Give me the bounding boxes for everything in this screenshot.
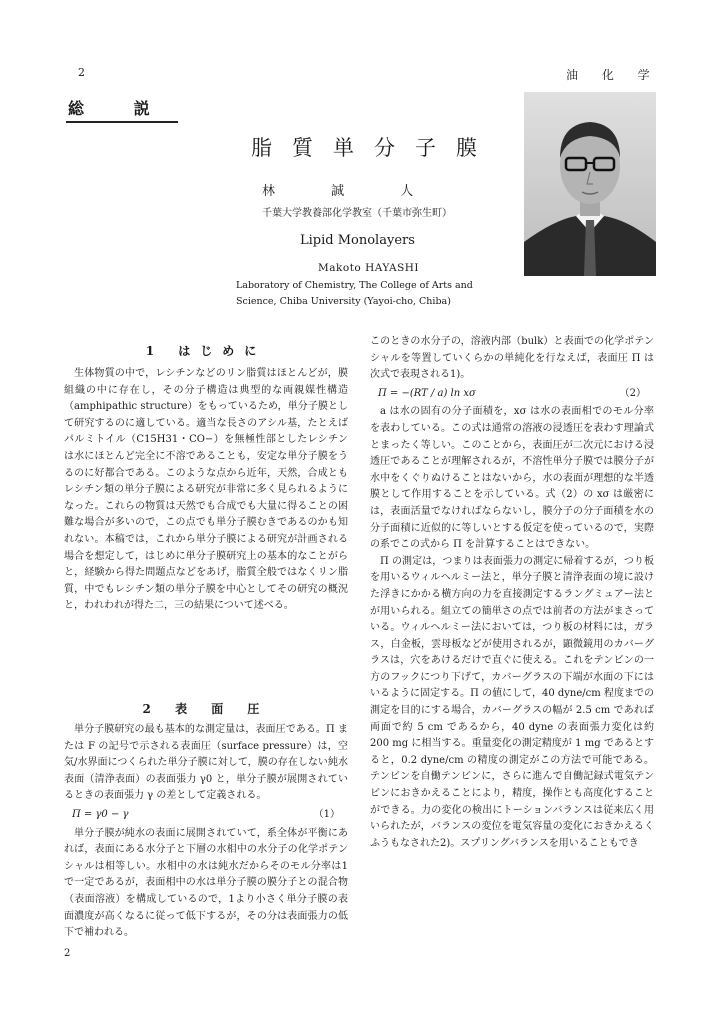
journal-title: 油 化 学	[566, 68, 660, 82]
article-title-ja: 脂質単分子膜	[251, 136, 497, 160]
left-column-bottom	[64, 722, 348, 942]
section-1-heading: 1 はじめに	[145, 344, 267, 358]
page-number-top: 2	[78, 66, 85, 79]
right-paragraph-1: このときの水分子の，溶液内部（bulk）と表面での化学ポテンシャルを等置していくらかの単純化を行なえば，表面圧 Π は次式で表現される1)。	[370, 336, 654, 381]
section-2-heading: 2 表 面 圧	[142, 702, 270, 716]
author-name-ja: 林 誠 人	[262, 184, 440, 199]
affiliation-en-line2: Science, Chiba University (Yayoi-cho, Chiba)	[236, 296, 451, 307]
section-1-paragraph: 生体物質の中で，レシチンなどのリン脂質はほとんどが，膜組織の中に存在し，その分子構造は典型的な両親媒性構造（amphipathic structure）をもっているため，単分子膜として研究するのに適している。適当な長さのアシル基，たとえばパルミトイル（C15H31・CO−）を無極性部としたレシチンは水にほとんど完全に不溶であることも，安定な単分子膜をうるのに好都合である。このような点から近年，天然，合成ともレシチン類の単分子膜による研究が非常に多く見られるようになった。これらの物質は天然でも合成でも大量に得ることの困難な場合が多いので，この点でも単分子膜むきであるのかも知れない。本稿では，これから単分子膜による研究が計画される場合を想定して，はじめに単分子膜研究上の基本的なことがらと，経験から得た問題点などをあげ，脂質全般ではなくリン脂質，中でもレシチン類の単分子膜を中心としてその研究の概況と，われわれが得た二，三の結果について述べる。	[64, 368, 348, 612]
equation-1-number: （1）	[313, 808, 340, 820]
equation-2	[370, 386, 654, 403]
equation-1	[64, 807, 348, 824]
equation-2-body: Π = −(RT / a) ln xσ	[378, 387, 476, 399]
page-number-bottom: 2	[64, 948, 71, 959]
left-column-top	[64, 366, 348, 615]
section-2-paragraph-2: 単分子膜が純水の表面に展開されていて，系全体が平衡にあれば，表面にある水分子と下層の水相中の水分子の化学ポテンシャルは相等しい。水相中の水は純水だからそのモル分率は1で一定であるが，表面相中の水は単分子膜の膜分子との混合物（表面溶液）を構成しているので，1より小さく単分子膜の表面濃度が高くなるに従って低下するが，その分は表面張力の低下で補われる。	[64, 827, 348, 939]
section-2-paragraph-1: 単分子膜研究の最も基本的な測定量は，表面圧である。Π または F の記号で示される表面圧（surface pressure）は，空気/水界面につくられた単分子膜に対して，膜の存在しない純水表面（清浄表面）の表面張力 γ0 と，単分子膜が展開されているときの表面張力 γ の差として定義される。	[64, 724, 348, 802]
category-rule	[66, 121, 178, 123]
author-name-en: Makoto HAYASHI	[318, 262, 420, 274]
author-portrait-photo	[524, 92, 656, 276]
affiliation-en-line1: Laboratory of Chemistry, The College of Arts and	[236, 280, 473, 291]
category-label: 総 説	[68, 99, 172, 118]
right-paragraph-2: a は水の固有の分子面積を，xσ は水の表面相でのモル分率を表わしている。この式は通常の溶液の浸透圧を表わす理論式とまったく等しい。このことから，表面圧が二次元における浸透圧であることが理解されるが，不溶性単分子膜では膜分子が水中をくぐりぬけることはないから，水の表面が理想的な半透膜として作用することを示している。式（2）の xσ は厳密には，表面活量でなければならないし，膜分子の分子面積を水の分子面積に近似的に等しいとする仮定を使っているので，実際の系でこの式から Π を計算することはできない。	[370, 406, 654, 551]
equation-2-number: （2）	[619, 387, 646, 399]
equation-1-body: Π = γ0 − γ	[72, 808, 129, 820]
right-column	[370, 334, 654, 852]
affiliation-ja: 千葉大学教養部化学教室（千葉市弥生町）	[262, 208, 452, 219]
right-paragraph-3: Π の測定は，つまりは表面張力の測定に帰着するが，つり板を用いるウィルヘルミー法と，単分子膜と清浄表面の境に設けた浮きにかかる横方向の力を直接測定するラングミュアー法とが用いられる。組立ての簡単さの点では前者の方法がまさっている。ウィルヘルミー法においては，つり板の材料には，ガラス，白金板，雲母板などが使用されるが，顕微鏡用のカバーグラスは，穴をあけるだけで直ぐに使える。これをテンビンの一方のフックにつり下げて，カバーグラスの下端が水面の下にはいるように固定する。Π の値にして，40 dyne/cm 程度までの測定を目的にする場合，カバーグラスの幅が 2.5 cm であれば両面で約 5 cm であるから，40 dyne の表面張力変化は約 200 mg に相当する。重量変化の測定精度が 1 mg であるとすると，0.2 dyne/cm の精度の測定がこの方法で可能である。テンビンを自働テンビンに，さらに進んで自働記録式電気テンビンにおきかえることにより，精度，操作とも高度化することができる。力の変化の検出にトーションバランスは従来広く用いられたが，バランスの変位を電気容量の変化におきかえるくふうもなされた2)。スプリングバランスを用いることもでき	[370, 555, 654, 849]
article-title-en: Lipid Monolayers	[300, 233, 415, 248]
